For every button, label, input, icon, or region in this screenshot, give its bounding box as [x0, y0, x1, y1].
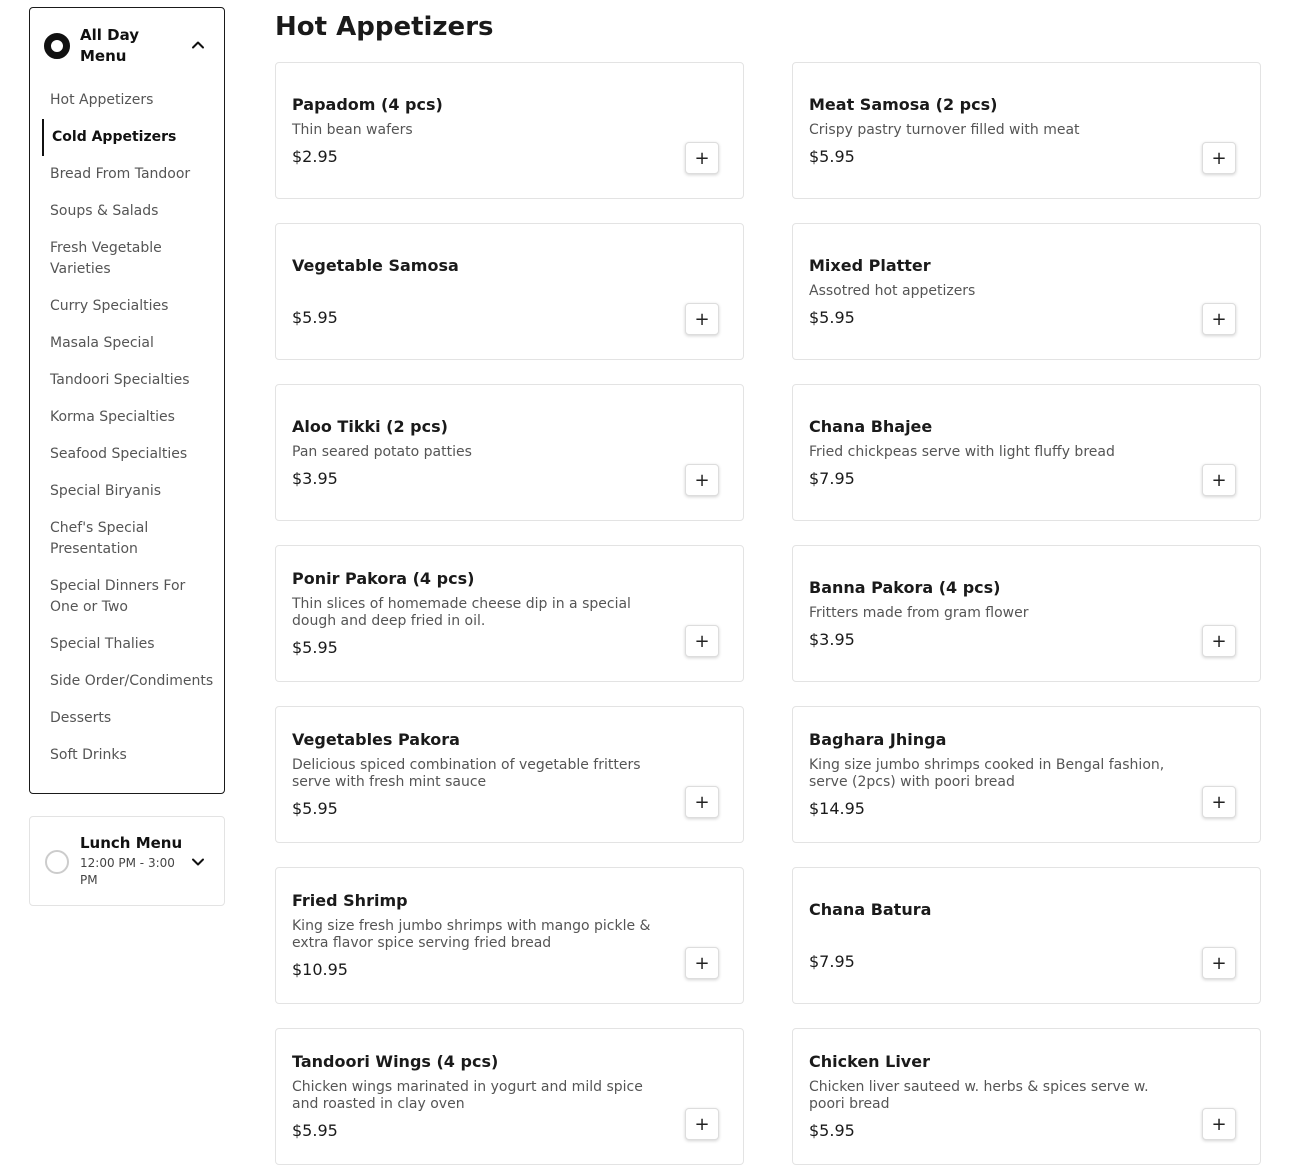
menu-item-info [809, 63, 1179, 198]
menu-item-card[interactable] [792, 1028, 1261, 1165]
item-price: $14.95 [809, 799, 865, 818]
add-item-button[interactable]: + [685, 142, 719, 174]
chevron-down-icon[interactable] [190, 854, 206, 870]
menu-item-card[interactable] [275, 1028, 744, 1165]
sidebar-category-item[interactable]: Special Biryanis [50, 483, 162, 499]
menu-item-info [292, 224, 662, 359]
menu-item-card[interactable] [275, 706, 744, 843]
menu-item-card[interactable] [792, 384, 1261, 521]
menu-item-info [809, 1029, 1179, 1164]
sidebar-category-item[interactable]: Masala Special [50, 335, 154, 351]
add-item-button[interactable]: + [685, 625, 719, 657]
item-description: Chicken wings marinated in yogurt and mild spice and roasted in clay oven [292, 1079, 643, 1112]
add-item-button[interactable]: + [1202, 142, 1236, 174]
sidebar-category-item[interactable]: Side Order/Condiments [50, 673, 214, 689]
item-name: Fried Shrimp [292, 891, 408, 910]
all-day-menu-title: All Day Menu [80, 26, 140, 65]
menu-item-info [809, 224, 1179, 359]
item-price: $5.95 [292, 638, 338, 657]
item-name: Ponir Pakora (4 pcs) [292, 569, 475, 588]
item-price: $5.95 [809, 146, 855, 166]
item-description: Fritters made from gram flower [809, 604, 1029, 621]
sidebar-category-item[interactable]: Fresh Vegetable Varieties [50, 240, 162, 277]
lunch-menu-hours: 12:00 PM - 3:00 PM [80, 856, 175, 887]
item-name: Tandoori Wings (4 pcs) [292, 1052, 499, 1071]
radio-unselected-icon[interactable] [45, 850, 69, 874]
sidebar-category-item[interactable]: Chef's Special Presentation [50, 520, 149, 557]
add-item-button[interactable]: + [1202, 303, 1236, 335]
sidebar-category-item[interactable]: Bread From Tandoor [50, 166, 191, 182]
menu-item-info [292, 546, 662, 681]
add-item-button[interactable]: + [685, 303, 719, 335]
menu-item-info [809, 385, 1179, 520]
add-item-button[interactable]: + [685, 947, 719, 979]
item-name: Chana Batura [809, 899, 932, 919]
add-item-button[interactable]: + [685, 464, 719, 496]
item-name: Vegetable Samosa [292, 255, 459, 275]
item-name: Baghara Jhinga [809, 730, 947, 749]
item-description: Thin slices of homemade cheese dip in a special dough and deep fried in oil. [292, 596, 631, 629]
sidebar-category-item[interactable]: Special Dinners For One or Two [50, 578, 186, 615]
menu-item-card[interactable] [275, 384, 744, 521]
item-description: King size jumbo shrimps cooked in Bengal fashion, serve (2pcs) with poori bread [809, 757, 1165, 790]
add-item-button[interactable]: + [1202, 1108, 1236, 1140]
menu-item-info [809, 868, 1179, 1003]
item-price: $2.95 [292, 146, 338, 166]
menu-item-card[interactable] [275, 223, 744, 360]
menu-item-info [809, 707, 1179, 842]
lunch-menu-title: Lunch Menu [80, 834, 183, 852]
menu-item-card[interactable] [792, 867, 1261, 1004]
all-day-menu-header[interactable] [44, 25, 210, 69]
item-price: $5.95 [292, 307, 338, 327]
menu-item-card[interactable] [792, 62, 1261, 199]
section-title: Hot Appetizers [275, 12, 494, 42]
item-name: Chana Bhajee [809, 416, 933, 436]
sidebar-category-item[interactable]: Curry Specialties [50, 298, 169, 314]
item-description: King size fresh jumbo shrimps with mango pickle & extra flavor spice serving fried bread [292, 918, 651, 951]
item-description: Chicken liver sauteed w. herbs & spices serve w. poori bread [809, 1079, 1149, 1112]
add-item-button[interactable]: + [685, 786, 719, 818]
radio-selected-icon[interactable] [44, 33, 70, 59]
item-price: $3.95 [292, 468, 338, 488]
item-price: $7.95 [809, 951, 855, 971]
menu-item-info [292, 1029, 662, 1164]
chevron-up-icon[interactable] [190, 37, 206, 53]
add-item-button[interactable]: + [1202, 947, 1236, 979]
lunch-menu-panel[interactable] [29, 816, 225, 906]
menu-item-card[interactable] [275, 545, 744, 682]
item-description: Assotred hot appetizers [809, 282, 976, 299]
sidebar-category-item[interactable]: Desserts [50, 710, 112, 726]
item-description: Crispy pastry turnover filled with meat [809, 121, 1080, 138]
menu-item-card[interactable] [792, 706, 1261, 843]
menu-item-info [292, 63, 662, 198]
item-price: $3.95 [809, 629, 855, 649]
sidebar-category-item[interactable]: Seafood Specialties [50, 446, 188, 462]
item-price: $5.95 [809, 1121, 855, 1140]
item-name: Vegetables Pakora [292, 730, 460, 749]
item-price: $5.95 [292, 1121, 338, 1140]
add-item-button[interactable]: + [1202, 625, 1236, 657]
item-description [809, 927, 1179, 944]
item-name: Mixed Platter [809, 255, 931, 275]
item-price: $5.95 [809, 307, 855, 327]
item-name: Aloo Tikki (2 pcs) [292, 416, 448, 436]
item-description [292, 283, 662, 300]
sidebar-category-item[interactable]: Cold Appetizers [42, 119, 222, 156]
all-day-menu-panel [29, 7, 225, 794]
menu-item-info [292, 707, 662, 842]
menu-item-info [292, 868, 662, 1003]
item-name: Banna Pakora (4 pcs) [809, 577, 1001, 597]
sidebar-category-item[interactable]: Soft Drinks [50, 747, 127, 763]
item-name: Chicken Liver [809, 1052, 930, 1071]
sidebar-category-item[interactable]: Special Thalies [50, 636, 155, 652]
item-description: Thin bean wafers [292, 121, 413, 138]
menu-item-card[interactable] [275, 867, 744, 1004]
menu-item-card[interactable] [792, 223, 1261, 360]
item-description: Delicious spiced combination of vegetable fritters serve with fresh mint sauce [292, 757, 641, 790]
sidebar-category-item[interactable]: Hot Appetizers [50, 92, 154, 108]
sidebar-category-item[interactable]: Tandoori Specialties [50, 372, 190, 388]
menu-item-card[interactable] [792, 545, 1261, 682]
category-list [42, 90, 222, 782]
menu-item-info [809, 546, 1179, 681]
item-price: $10.95 [292, 960, 348, 979]
sidebar-category-item[interactable]: Soups & Salads [50, 203, 159, 219]
item-description: Fried chickpeas serve with light fluffy bread [809, 443, 1115, 460]
add-item-button[interactable]: + [1202, 464, 1236, 496]
add-item-button[interactable]: + [685, 1108, 719, 1140]
item-name: Meat Samosa (2 pcs) [809, 94, 998, 114]
item-price: $7.95 [809, 468, 855, 488]
add-item-button[interactable]: + [1202, 786, 1236, 818]
sidebar-category-item[interactable]: Korma Specialties [50, 409, 175, 425]
item-description: Pan seared potato patties [292, 443, 472, 460]
item-price: $5.95 [292, 799, 338, 818]
menu-item-card[interactable] [275, 62, 744, 199]
item-name: Papadom (4 pcs) [292, 94, 443, 114]
menu-item-info [292, 385, 662, 520]
